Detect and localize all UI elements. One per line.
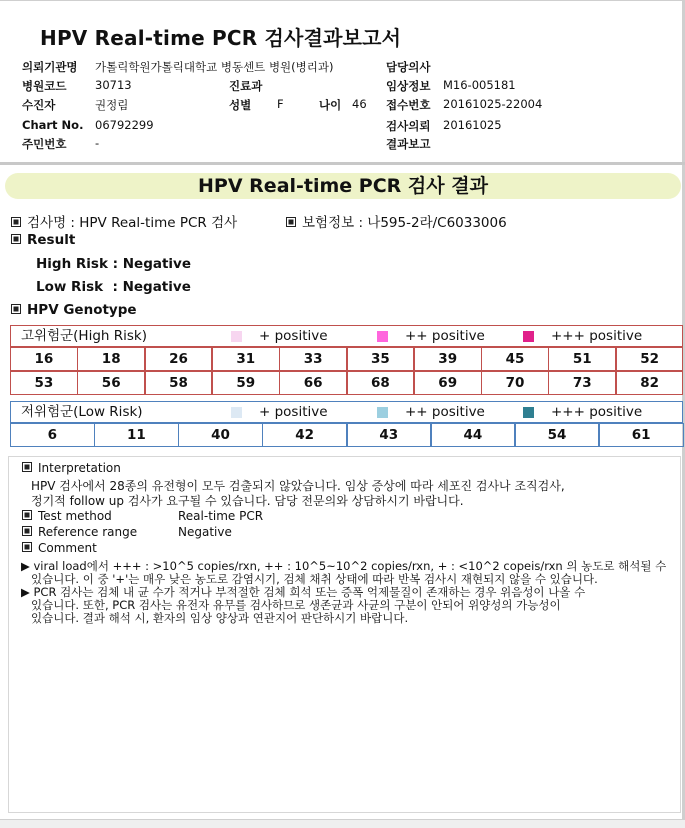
label-resident-number: 주민번호 (22, 137, 67, 151)
label-requesting-institution: 의뢰기관명 (22, 60, 78, 74)
legend-swatch-plus-plus (377, 331, 388, 342)
value-chart-number: 06792299 (95, 118, 154, 132)
high-risk-genotype-cell: 39 (414, 347, 482, 371)
high-risk-genotype-cell: 58 (145, 371, 213, 395)
interpretation-text-1: HPV 검사에서 28종의 유전형이 모두 검출되지 않았습니다. 임상 증상에 따라 세포진 검사나 조직검사, (31, 479, 565, 493)
high-risk-genotype-cell: 16 (10, 347, 78, 371)
comment-1-line-b: 있습니다. 이 중 '+'는 매우 낮은 농도로 감염시기, 검체 채취 상태에 따라 반복 검사시 재현되지 않을 수 있습니다. (31, 572, 598, 586)
value-sex: F (277, 97, 284, 111)
test-method-value: Real-time PCR (178, 509, 264, 523)
interpretation-text-2: 정기적 follow up 검사가 요구될 수 있습니다. 담당 전문의와 상담하시기 바랍니다. (31, 494, 464, 508)
low-risk-header (10, 401, 683, 423)
value-accession-number: 20161025-22004 (443, 97, 543, 111)
bullet-square-icon (22, 462, 32, 472)
insurance-info: 보험정보 : 나595-2라/C6033006 (302, 215, 507, 231)
high-risk-genotype-cell: 51 (548, 347, 616, 371)
low-risk-genotype-cell: 40 (178, 423, 263, 447)
comment-2-line-a: ▶ PCR 검사는 검체 내 균 수가 적거나 부적절한 검체 희석 또는 증폭 억제물질이 존재하는 경우 위음성이 나올 수 (21, 585, 586, 599)
reference-range-value: Negative (178, 525, 232, 539)
low-risk-genotype-cell: 6 (10, 423, 95, 447)
high-risk-genotype-cell: 68 (347, 371, 415, 395)
high-risk-label: 고위험군(High Risk) (21, 328, 147, 344)
reference-range-line (22, 525, 137, 539)
bullet-square-icon (22, 510, 32, 520)
comment-label: Comment (38, 541, 97, 555)
test-name: 검사명 : HPV Real-time PCR 검사 (27, 215, 238, 231)
low-risk-genotype-cell: 43 (347, 423, 432, 447)
high-risk-genotype-cell: 33 (279, 347, 347, 371)
comment-2-line-c: 있습니다. 결과 해석 시, 환자의 임상 양상과 연관지어 판단하시기 바랍니다. (31, 611, 409, 625)
value-patient: 권정림 (95, 98, 129, 112)
label-request-date: 검사의뢰 (386, 119, 431, 133)
legend-text-plus-low: + positive (259, 404, 328, 420)
low-risk-genotype-grid (10, 423, 683, 447)
header-divider (0, 162, 685, 165)
high-risk-genotype-cell: 52 (616, 347, 684, 371)
high-risk-genotype-cell: 59 (212, 371, 280, 395)
label-department: 진료과 (229, 79, 263, 93)
result-banner: HPV Real-time PCR 검사 결과 (5, 173, 681, 199)
low-risk-genotype-cell: 44 (431, 423, 516, 447)
legend-text-plus-plus-low: ++ positive (405, 404, 485, 420)
label-sex: 성별 (229, 98, 252, 112)
high-risk-genotype-cell: 70 (481, 371, 549, 395)
comment-2-line-b: 있습니다. 또한, PCR 검사는 유전자 유무를 검사하므로 생존균과 사균의 구분이 안되어 위양성의 가능성이 (31, 598, 561, 612)
insurance-line (286, 211, 507, 231)
test-method-line (22, 509, 112, 523)
high-risk-genotype-cell: 73 (548, 371, 616, 395)
high-risk-genotype-cell: 66 (279, 371, 347, 395)
high-risk-genotype-cell: 69 (414, 371, 482, 395)
high-risk-genotype-cell: 26 (145, 347, 213, 371)
interpretation-box (8, 456, 681, 813)
genotype-heading-line (11, 302, 137, 318)
value-hospital-code: 30713 (95, 78, 132, 92)
legend-text-plus-plus-plus-low: +++ positive (551, 404, 643, 420)
result-heading-line (11, 232, 75, 248)
legend-swatch-plus-plus-low (377, 407, 388, 418)
genotype-heading: HPV Genotype (27, 302, 137, 318)
high-risk-genotype-cell: 82 (616, 371, 684, 395)
bullet-square-icon (11, 304, 21, 314)
low-risk-genotype-cell: 11 (94, 423, 179, 447)
high-risk-genotype-cell: 56 (77, 371, 145, 395)
legend-text-plus-plus: ++ positive (405, 328, 485, 344)
low-risk-label: 저위험군(Low Risk) (21, 404, 143, 420)
result-heading: Result (27, 232, 76, 248)
legend-swatch-plus (231, 331, 242, 342)
bullet-square-icon (22, 526, 32, 536)
legend-swatch-plus-plus-plus-low (523, 407, 534, 418)
high-risk-header (10, 325, 683, 347)
high-risk-genotype-cell: 18 (77, 347, 145, 371)
label-result-report: 결과보고 (386, 137, 431, 151)
legend-text-plus-plus-plus: +++ positive (551, 328, 643, 344)
low-risk-result: Low Risk : Negative (36, 279, 191, 295)
test-name-line (11, 211, 237, 231)
low-risk-genotype-cell: 61 (599, 423, 684, 447)
label-patient: 수진자 (22, 98, 56, 112)
interpretation-heading-line (22, 461, 121, 475)
high-risk-genotype-cell: 45 (481, 347, 549, 371)
bullet-square-icon (11, 217, 21, 227)
bullet-square-icon (11, 234, 21, 244)
value-age: 46 (352, 97, 367, 111)
label-doctor: 담당의사 (386, 60, 431, 74)
low-risk-genotype-cell: 54 (515, 423, 600, 447)
high-risk-genotype-grid (10, 347, 683, 395)
value-clinical-info: M16-005181 (443, 78, 516, 92)
bottom-scrollbar[interactable] (0, 819, 685, 828)
comment-1-line-a: ▶ viral load에서 +++ : >10^5 copies/rxn, ++ : 10^5~10^2 copies/rxn, + : <10^2 copeis/rxn 의 농도로 해석될 수 (21, 559, 667, 573)
bullet-square-icon (22, 542, 32, 552)
bullet-square-icon (286, 217, 296, 227)
legend-text-plus: + positive (259, 328, 328, 344)
legend-swatch-plus-plus-plus (523, 331, 534, 342)
label-age: 나이 (319, 98, 342, 112)
legend-swatch-plus-low (231, 407, 242, 418)
reference-range-label: Reference range (38, 525, 138, 539)
label-hospital-code: 병원코드 (22, 79, 67, 93)
test-method-label: Test method (38, 509, 112, 523)
high-risk-genotype-cell: 53 (10, 371, 78, 395)
high-risk-genotype-cell: 35 (347, 347, 415, 371)
high-risk-result: High Risk : Negative (36, 256, 191, 272)
interpretation-heading: Interpretation (38, 461, 121, 475)
value-resident-number: - (95, 136, 100, 150)
value-request-date: 20161025 (443, 118, 502, 132)
high-risk-genotype-cell: 31 (212, 347, 280, 371)
top-border (0, 0, 685, 1)
report-title: HPV Real-time PCR 검사결과보고서 (40, 26, 402, 50)
label-clinical-info: 임상정보 (386, 79, 431, 93)
comment-line (22, 541, 97, 555)
label-accession-number: 접수번호 (386, 98, 431, 112)
low-risk-genotype-cell: 42 (262, 423, 347, 447)
label-chart-number: Chart No. (22, 118, 84, 132)
value-requesting-institution: 가톨릭학원가톨릭대학교 병동센트 병원(병리과) (95, 60, 334, 74)
